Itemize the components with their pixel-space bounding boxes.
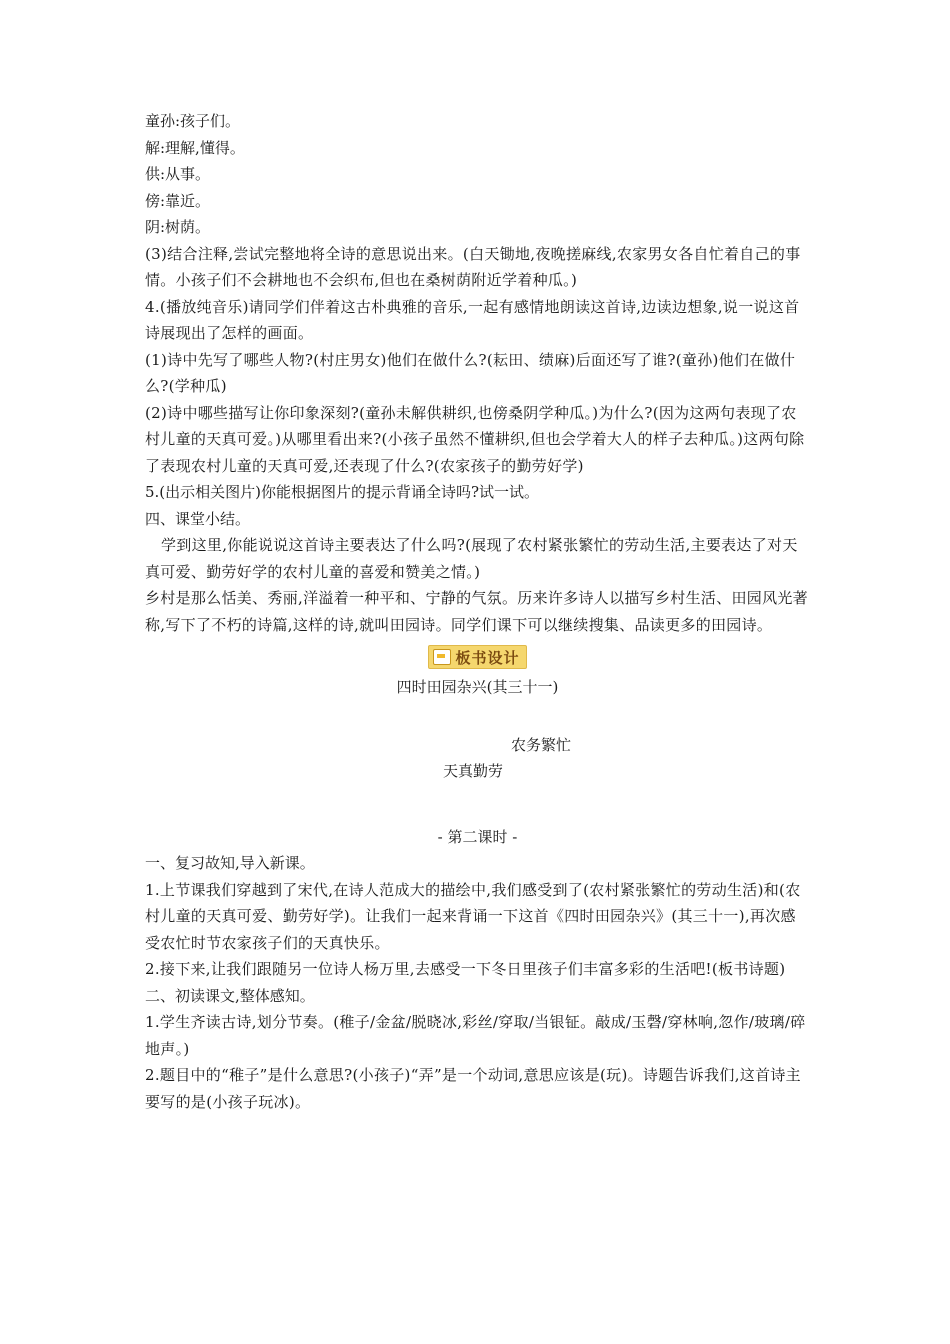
note-bang: 傍:靠近。 <box>145 191 211 210</box>
blackboard-icon <box>433 649 451 665</box>
board-design-label: 板书设计 <box>455 648 520 667</box>
lesson-2-paragraph-1: 1.上节课我们穿越到了宋代,在诗人范成大的描绘中,我们感受到了(农村紧张繁忙的劳动生活)和(农村儿童的天真可爱、勤劳好学)。让我们一起来背诵一下这首《四时田园杂兴》(其三十一),再次感受农忙时节农家孩子们的天真快乐。 <box>145 880 801 952</box>
lesson-2-paragraph-4: 2.题目中的“稚子”是什么意思?(小孩子)“弄”是一个动词,意思应该是(玩)。诗题告诉我们,这首诗主要写的是(小孩子玩冰)。 <box>145 1066 801 1111</box>
board-design-badge-row <box>145 640 810 674</box>
item-4-2-paragraph: (2)诗中哪些描写让你印象深刻?(童孙未解供耕织,也傍桑阴学种瓜。)为什么?(因为这两句表现了农村儿童的天真可爱。)从哪里看出来?(小孩子虽然不懂耕织,但也会学着大人的样子去种瓜。)这两句除了表现农村儿童的天真可爱,还表现了什么?(农家孩子的勤劳好学) <box>145 403 805 475</box>
note-yin: 阴:树荫。 <box>145 218 211 236</box>
board-title: 四时田园杂兴(其三十一) <box>396 678 559 696</box>
item-4-paragraph: 4.(播放纯音乐)请同学们伴着这古朴典雅的音乐,一起有感情地朗读这首诗,边读边想象,说一说这首诗展现出了怎样的画面。 <box>145 297 800 342</box>
lesson-2-title: - 第二课时 - <box>437 828 518 846</box>
lesson-2-paragraph-3: 1.学生齐读古诗,划分节奏。(稚子/金盆/脱晓冰,彩丝/穿取/当银钲。敲成/玉磬/穿林响,忽作/玻璃/碎地声。) <box>145 1013 806 1058</box>
summary-paragraph-2: 乡村是那么恬美、秀丽,洋溢着一种平和、宁静的气氛。历来许多诗人以描写乡村生活、田园风光著称,写下了不朽的诗篇,这样的诗,就叫田园诗。同学们课下可以继续搜集、品读更多的田园诗。 <box>145 589 808 634</box>
lesson-2-section-1-heading: 一、复习故知,导入新课。 <box>145 854 315 872</box>
board-line-2-text: 天真勤劳 <box>443 762 504 780</box>
lesson-2-paragraph-2: 2.接下来,让我们跟随另一位诗人杨万里,去感受一下冬日里孩子们丰富多彩的生活吧!(板书诗题) <box>145 960 786 978</box>
section-4-heading: 四、课堂小结。 <box>145 509 251 528</box>
board-line-1 <box>145 732 810 758</box>
document-page <box>145 108 810 1115</box>
lesson-2-section-2-heading: 二、初读课文,整体感知。 <box>145 986 315 1005</box>
note-tongsun: 童孙:孩子们。 <box>145 112 241 130</box>
item-5-paragraph: 5.(出示相关图片)你能根据图片的提示背诵全诗吗?试一试。 <box>145 483 540 501</box>
note-jie: 解:理解,懂得。 <box>145 138 245 157</box>
board-design-badge <box>428 645 526 669</box>
board-line-2 <box>145 758 810 784</box>
item-3-paragraph: (3)结合注释,尝试完整地将全诗的意思说出来。(白天锄地,夜晚搓麻线,农家男女各自忙着自己的事情。小孩子们不会耕地也不会织布,但也在桑树荫附近学着种瓜。) <box>145 244 801 289</box>
summary-paragraph-1: 学到这里,你能说说这首诗主要表达了什么吗?(展现了农村紧张繁忙的劳动生活,主要表达了对天真可爱、勤劳好学的农村儿童的喜爱和赞美之情。) <box>145 536 798 581</box>
item-4-1-paragraph: (1)诗中先写了哪些人物?(村庄男女)他们在做什么?(耘田、绩麻)后面还写了谁?(童孙)他们在做什么?(学种瓜) <box>145 350 796 395</box>
note-gong: 供:从事。 <box>145 165 211 183</box>
board-line-1-text: 农务繁忙 <box>511 736 572 754</box>
